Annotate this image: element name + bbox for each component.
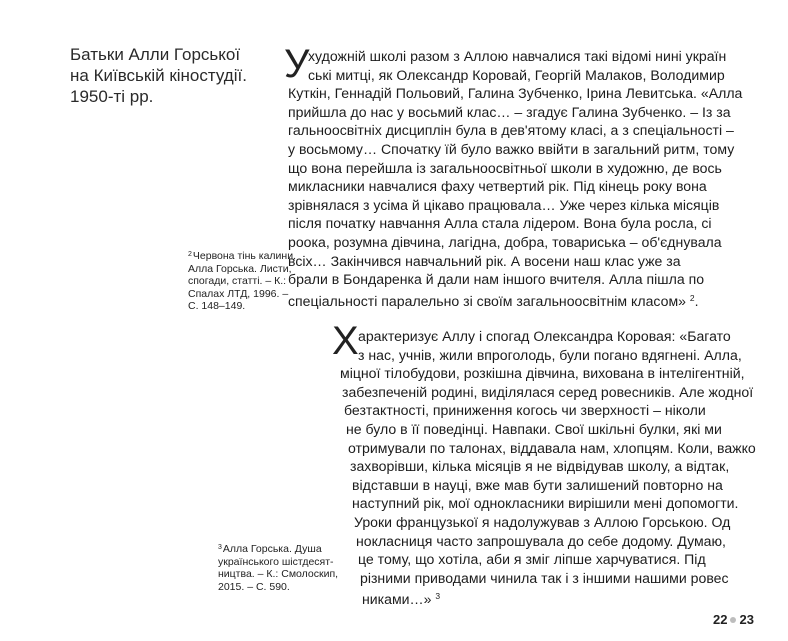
caption-line: Батьки Алли Горської <box>70 45 241 64</box>
text-line: прийшла до нас у восьмий клас… – згадує Галина Зубченко. – Із за <box>288 103 731 120</box>
text-line: захворівши, кілька місяців я не відвідував школу, а відтак, <box>350 458 730 475</box>
footnote-line: українського шістдесят- <box>218 555 334 568</box>
text-line: не було в її поведінці. Навпаки. Свої шкільні булки, які ми <box>346 420 722 437</box>
footnote-2 <box>188 249 296 313</box>
text-line: зрівнялася з усіма й цікаво працювала… Уже через кілька місяців <box>288 196 720 213</box>
text-line: гальноосвітніх дисциплін була в дев'ятому класі, а з спеціальності – <box>288 122 734 139</box>
text-line: брали в Бондаренка й дали нам іншого вчителя. Алла пішла по <box>288 271 705 288</box>
caption-line: на Київській кіностудії. <box>70 66 247 85</box>
text-line: різними приводами чинила так і з іншими нашими ровес <box>360 569 729 586</box>
page-numbers <box>713 612 754 627</box>
text-line: забезпеченій родині, виділялася серед ровесників. Але жодної <box>342 383 754 400</box>
text-line: микласники навчалися фаху четвертий рік. Під кінець року вона <box>288 178 707 195</box>
footnote-line: спогади, статті. – К.: <box>188 275 287 287</box>
footnote-number: 2 <box>188 251 192 258</box>
text-line: спеціальності паралельно зі своїм загальноосвітнім класом» $^2$. <box>288 292 699 309</box>
caption-line: 1950-ті рр. <box>70 87 154 106</box>
text-line: після початку навчання Алла стала лідером. Вона була росла, сі <box>288 215 712 232</box>
page-number-left: 22 <box>713 612 728 627</box>
paragraph-2 <box>336 327 766 606</box>
text-line: безтактності, приниження когось чи зверхності – ніколи <box>344 402 706 419</box>
footnote-line: $^2$Червона тінь калини. <box>188 250 297 262</box>
paragraph-1 <box>288 47 743 307</box>
text-line: роока, розумна дівчина, лагідна, добра, товариська – об'єднувала <box>288 233 722 250</box>
footnote-line: $^3$Алла Горська. Душа <box>218 543 322 555</box>
text-line: Уроки французької я надолужував з Аллою Горською. Од <box>354 513 731 530</box>
text-line: наступний рік, мої однокласники вирішили мені допомогти. <box>352 495 739 512</box>
text-line: отримували по талонах, віддавала нам, хлопцям. Коли, важко <box>348 439 756 456</box>
text-line: міцної тілобудови, розкішна дівчина, вихована в інтелігентній, <box>340 365 745 382</box>
text-line: никами…» $^3$ <box>362 591 441 608</box>
text-line: з нас, учнів, жили впроголодь, були погано вдягнені. Алла, <box>358 346 742 363</box>
footnote-ref[interactable]: 3 <box>435 591 441 602</box>
footnote-ref[interactable]: 2 <box>689 292 695 303</box>
text-line: ські митці, як Олександр Коровай, Георгій Малаков, Володимир <box>308 66 725 83</box>
page-number-right: 23 <box>739 612 754 627</box>
separator-dot-icon <box>730 617 736 623</box>
footnote-line: Спалах ЛТД, 1996. – <box>188 287 289 300</box>
drop-cap: Х <box>332 319 359 363</box>
footnote-3 <box>218 542 338 593</box>
drop-cap: У <box>284 42 310 86</box>
footnote-line: С. 148–149. <box>188 300 246 312</box>
footnote-line: Алла Горська. Листи, <box>188 262 292 275</box>
footnote-line: ництва. – К.: Смолоскип, <box>218 568 339 580</box>
text-line: що вона перейшла із загальноосвітньої школи в художню, де вось <box>288 159 722 176</box>
text-line: всіх… Закінчився навчальний рік. А восени наш клас уже за <box>288 252 681 269</box>
text-line: арактеризує Аллу і спогад Олександра Коровая: «Багато <box>358 328 731 344</box>
footnote-number: 3 <box>218 544 222 551</box>
text-line: Куткін, Геннадій Польовий, Галина Зубченко, Ірина Левитська. «Алла <box>288 85 743 102</box>
text-line: відставши в науці, вже мав бути залишений повторно на <box>352 476 723 493</box>
text-line: це тому, що хотіла, аби я зміг ліпше харчуватися. Під <box>358 551 706 568</box>
photo-caption <box>70 44 260 107</box>
text-line: у восьмому… Спочатку їй було важко ввійти в загальний ритм, тому <box>288 140 735 157</box>
text-line: нокласниця часто запрошувала до себе додому. Думаю, <box>356 532 726 549</box>
footnote-line: 2015. – С. 590. <box>218 580 290 593</box>
text-line: художній школі разом з Аллою навчалися такі відомі нині україн <box>308 48 727 64</box>
